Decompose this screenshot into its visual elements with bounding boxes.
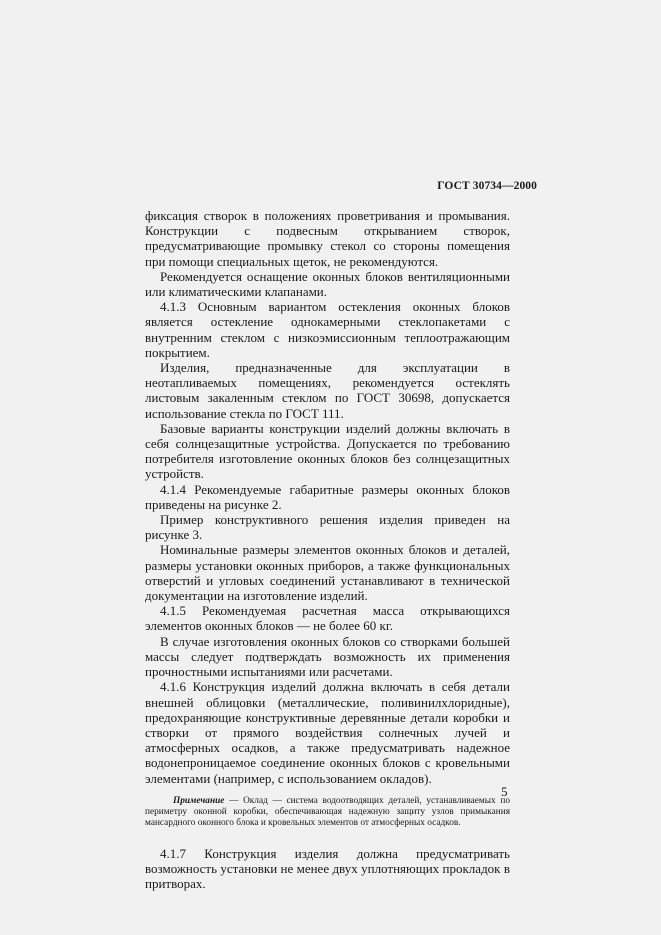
paragraph-example: Пример конструктивного решения изделия приведен на рисунке 3. xyxy=(145,512,510,543)
paragraph-4-1-4: 4.1.4 Рекомендуемые габаритные размеры оконных блоков приведены на рисунке 2. xyxy=(145,481,510,512)
paragraph-ventilation: Рекомендуется оснащение оконных блоков вентиляционными или климатическими клапанами. xyxy=(145,268,510,300)
note xyxy=(145,796,510,830)
paragraph-4-1-6: 4.1.6 Конструкция изделий должна включать в себя детали внешней облицовки (металлические, поливинилхлоридные), предохраняющие конструктивные деревянные детали коробки и створки от прямого воздействия солнечных лучей и атмосферных осадков, а также предусматривать надежное водонепроницаемое соединение оконных блоков с кровельными элементами (например, с использованием окладов). xyxy=(145,679,510,786)
body-text xyxy=(145,208,510,891)
paragraph-continuation: фиксация створок в положениях проветривания и промывания. Конструкции с подвесным открыванием створок, предусматривающие промывку стекол со стороны помещения при помощи специальных щеток, не рекомендуются. xyxy=(145,208,510,269)
paragraph-4-1-7: 4.1.7 Конструкция изделия должна предусматривать возможность установки не менее двух уплотняющих прокладок в притворах. xyxy=(145,845,510,892)
paragraph-4-1-3: 4.1.3 Основным вариантом остекления оконных блоков является остекление однокамерными стеклопакетами с внутренним стеклом с низкоэмиссионным теплоотражающим покрытием. xyxy=(145,299,510,360)
paragraph-unheated-rooms: Изделия, предназначенные для эксплуатации в неотапливаемых помещениях, рекомендуется остеклять листовым закаленным стеклом по ГОСТ 30698, допускается использование стекла по ГОСТ 111. xyxy=(145,360,510,421)
paragraph-nominal-sizes: Номинальные размеры элементов оконных блоков и деталей, размеры установки оконных приборов, а также функциональных отверстий и угловых соединений устанавливают в технической документации на изготовление изделий. xyxy=(145,542,510,604)
paragraph-4-1-5: 4.1.5 Рекомендуемая расчетная масса открывающихся элементов оконных блоков — не более 60 кг. xyxy=(145,603,510,634)
paragraph-heavy-sashes: В случае изготовления оконных блоков со створками большей массы следует подтверждать возможность их применения прочностными испытаниями или расчетами. xyxy=(145,633,510,680)
standard-code-header: ГОСТ 30734—2000 xyxy=(437,180,537,192)
note-label: Примечание xyxy=(173,795,225,806)
paragraph-sun-protection: Базовые варианты конструкции изделий должны включать в себя солнцезащитные устройства. Допускается по требованию потребителя изготовление оконных блоков без солнцезащитных устройств. xyxy=(145,420,510,482)
page-number: 5 xyxy=(501,784,508,799)
note-text: — Оклад — система водоотводящих деталей, устанавливаемых по периметру оконной коробки, обеспечивающая надежную защиту узлов примыкания мансардного оконного блока и кровельных элементов от атмосферных осадков. xyxy=(145,795,510,829)
